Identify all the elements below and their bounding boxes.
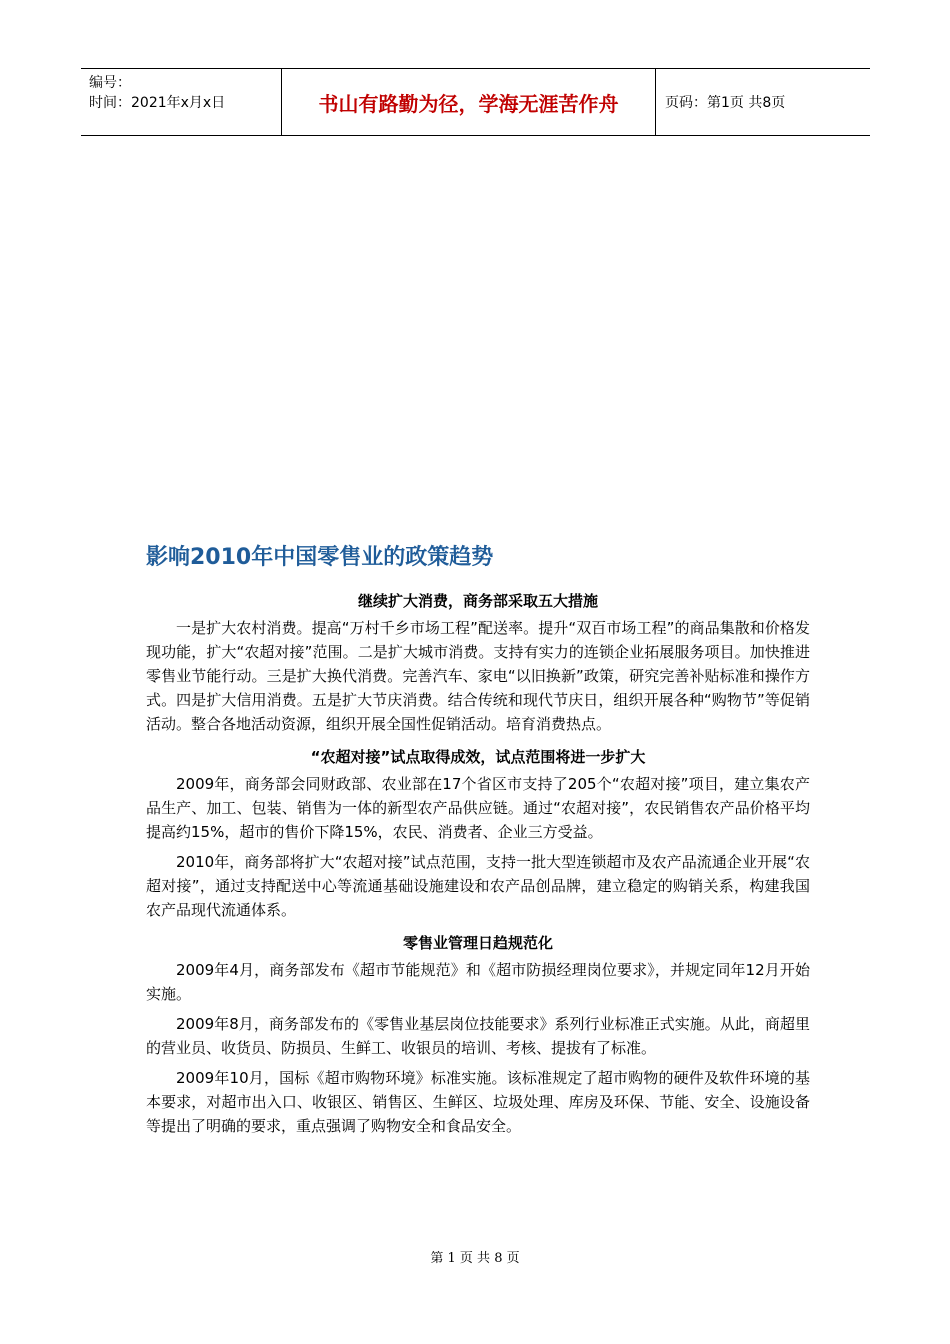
paragraph: 2010年，商务部将扩大“农超对接”试点范围，支持一批大型连锁超市及农产品流通企业开展“农超对接”，通过支持配送中心等流通基础设施建设和农产品创品牌，建立稳定的购销关系，构建我国农产品现代流通体系。 [146,853,810,919]
paragraph: 2009年8月，商务部发布的《零售业基层岗位技能要求》系列行业标准正式实施。从此，商超里的营业员、收货员、防损员、生鲜工、收银员的培训、考核、提拔有了标准。 [146,1015,810,1057]
page-footer: 第 1 页 共 8 页 [430,1251,520,1266]
section-heading: “农超对接”试点取得成效，试点范围将进一步扩大 [310,748,646,766]
header-page-info: 页码：第1页 共8页 [665,95,786,111]
paragraph: 一是扩大农村消费。提高“万村千乡市场工程”配送率。提升“双百市场工程”的商品集散和价格发现功能，扩大“农超对接”范围。二是扩大城市消费。支持有实力的连锁企业拓展服务项目。加快推进零售业节能行动。三是扩大换代消费。完善汽车、家电“以旧换新”政策，研究完善补贴标准和操作方式。四是扩大信用消费。五是扩大节庆消费。结合传统和现代节庆日，组织开展各种“购物节”等促销活动。整合各地活动资源，组织开展全国性促销活动。培育消费热点。 [146,619,810,733]
paragraph: 2009年，商务部会同财政部、农业部在17个省区市支持了205个“农超对接”项目，建立集农产品生产、加工、包装、销售为一体的新型农产品供应链。通过“农超对接”，农民销售农产品价格平均提高约15%，超市的售价下降15%，农民、消费者、企业三方受益。 [146,775,810,841]
document-number-label: 编号： [89,75,131,91]
header-meta-cell [81,69,282,135]
paragraph: 2009年10月，国标《超市购物环境》标准实施。该标准规定了超市购物的硬件及软件环境的基本要求，对超市出入口、收银区、销售区、生鲜区、垃圾处理、库房及环保、节能、安全、设施设备等提出了明确的要求，重点强调了购物安全和食品安全。 [146,1069,810,1135]
page-header [81,68,870,136]
document-title: 影响2010年中国零售业的政策趋势 [146,545,494,570]
document-body [146,540,810,1144]
section-heading: 继续扩大消费，商务部采取五大措施 [357,592,598,610]
header-motto: 书山有路勤为径，学海无涯苦作舟 [282,69,656,135]
document-time-label: 时间：2021年x月x日 [89,95,226,111]
paragraph: 2009年4月，商务部发布《超市节能规范》和《超市防损经理岗位要求》，并规定同年12月开始实施。 [146,961,810,1003]
section-heading: 零售业管理日趋规范化 [402,934,553,952]
